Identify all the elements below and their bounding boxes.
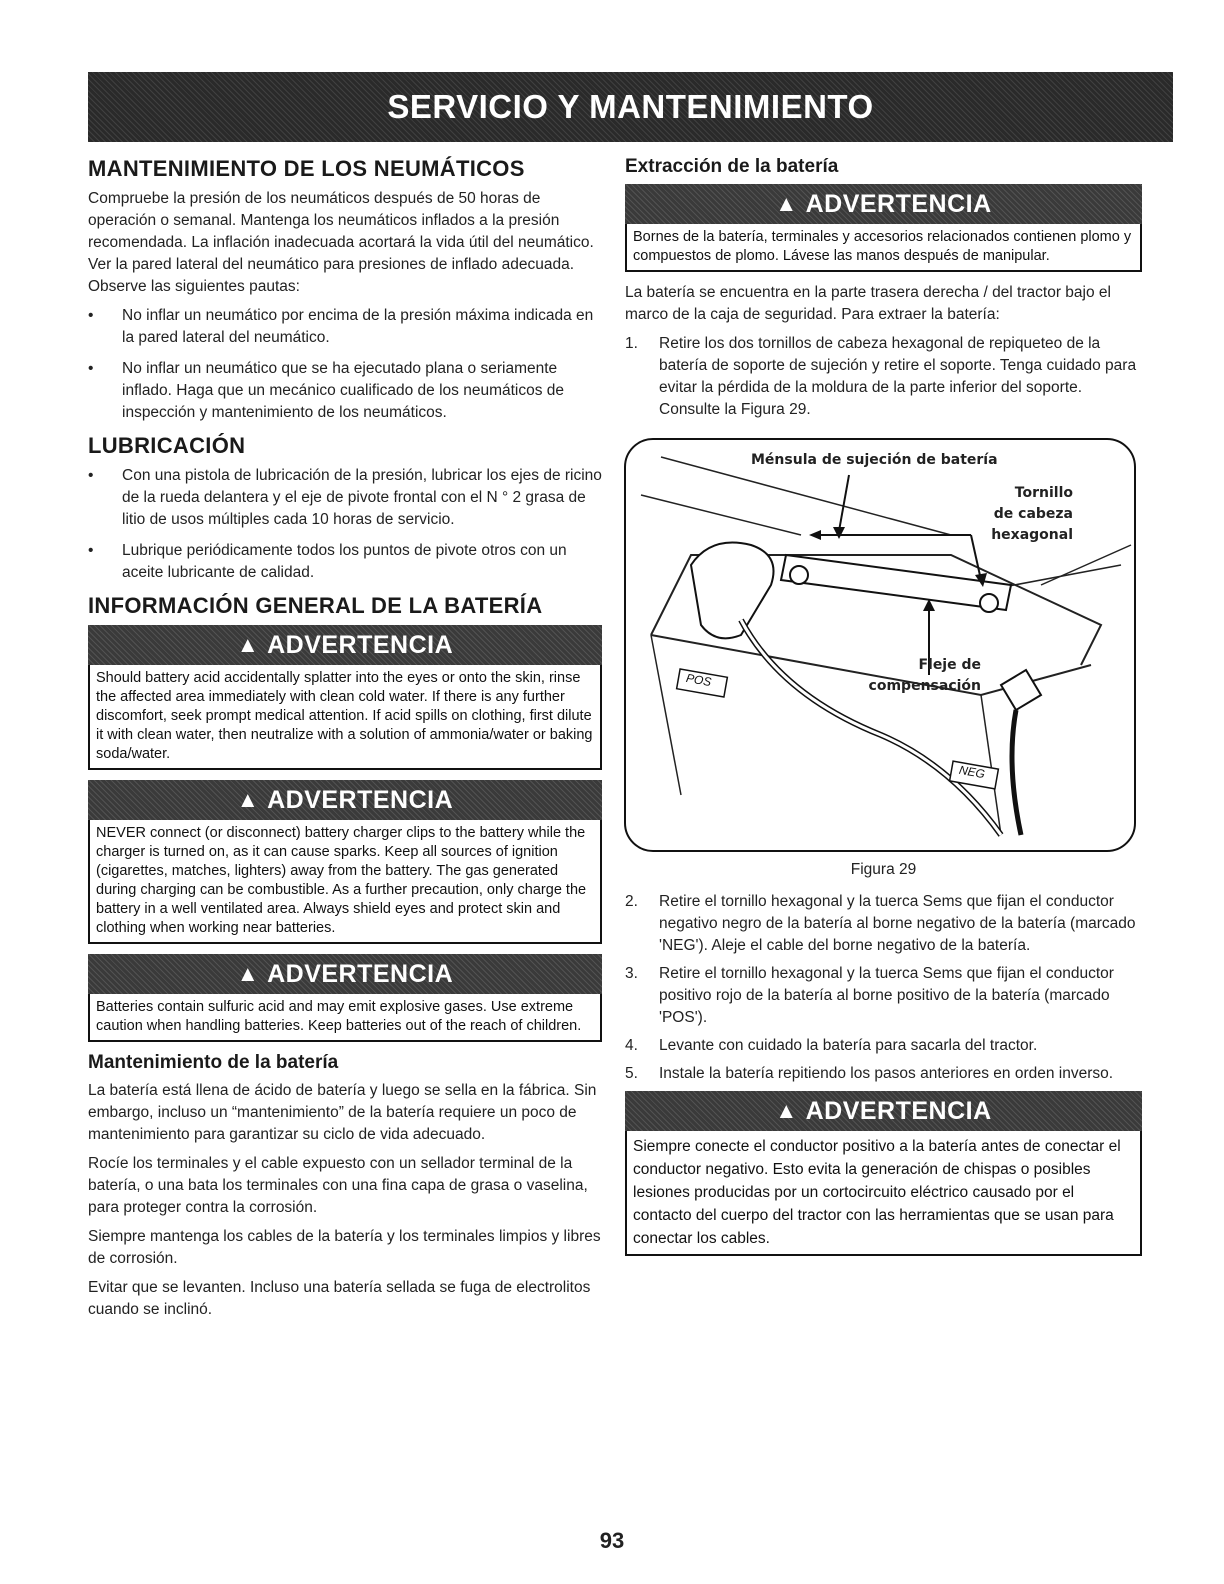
screw-label [961, 483, 1073, 546]
bullet-icon: • [88, 307, 94, 324]
list-item [625, 1035, 1142, 1057]
warning-label: ADVERTENCIA [267, 959, 454, 988]
screw-label-line: de cabeza [993, 506, 1073, 522]
warning-box-sulfuric [88, 954, 602, 1042]
page-title: SERVICIO Y MANTENIMIENTO [387, 88, 874, 125]
step-number: 1. [625, 335, 638, 352]
screw-label-line: Tornillo [1014, 485, 1073, 501]
bullet-text: No inflar un neumático por encima de la presión máxima indicada en la pared lateral del neumático. [122, 307, 594, 346]
warning-triangle-icon: ▲ [236, 961, 260, 986]
warning-label: ADVERTENCIA [805, 189, 992, 218]
warning-text: Should battery acid accidentally splatter into the eyes or onto the skin, rinse the affected area immediately with clean cold water. If there is any further discomfort, seek prompt medical attention. If acid spills on clothing, first dilute it with clean water, then neutralize with a solution of ammonia/water or baking soda/water. [88, 665, 602, 770]
warning-triangle-icon: ▲ [236, 787, 260, 812]
step-text: Instale la batería repitiendo los pasos anteriores en orden inverso. [659, 1065, 1114, 1082]
step-number: 2. [625, 893, 638, 910]
step-number: 5. [625, 1065, 638, 1082]
pos-terminal-mark: POS [684, 670, 713, 690]
list-item [88, 540, 602, 584]
step-text: Retire el tornillo hexagonal y la tuerca Sems que fijan el conductor positivo rojo de la batería al borne positivo de la batería (marcado 'POS'). [659, 965, 1114, 1026]
bullet-icon: • [88, 467, 94, 484]
maintenance-paragraph: Siempre mantenga los cables de la batería y los terminales limpios y libres de corrosión. [88, 1228, 601, 1267]
strap-label-line: compensación [868, 678, 981, 694]
strap-label [851, 655, 981, 697]
section-banner [88, 72, 1173, 142]
neg-terminal-mark: NEG [957, 762, 987, 782]
list-item [625, 333, 1142, 421]
warning-triangle-icon: ▲ [236, 632, 260, 657]
warning-text: Batteries contain sulfuric acid and may emit explosive gases. Use extreme caution when handling batteries. Keep batteries out of the reach of children. [88, 994, 602, 1042]
right-column [625, 150, 1142, 1266]
warning-triangle-icon: ▲ [775, 191, 798, 216]
bracket-label: Ménsula de sujeción de batería [751, 452, 998, 468]
list-item [88, 305, 602, 349]
warning-header [625, 184, 1142, 224]
warning-text: Siempre conecte el conductor positivo a la batería antes de conectar el conductor negativo. Esto evita la generación de chispas o posibles lesiones producidas por un cortocircuito eléctrico causado por el contacto del cuerpo del tractor con las herramientas que se usan para conectar los cables. [625, 1131, 1142, 1256]
warning-box-acid [88, 625, 602, 770]
figure-caption: Figura 29 [850, 861, 917, 878]
page-number: 93 [599, 1528, 625, 1553]
maintenance-paragraph: Rocíe los terminales y el cable expuesto con un sellador terminal de la batería, o una bata los terminales con una fina capa de grasa o vaselina, para proteger contra la corrosión. [88, 1155, 588, 1216]
list-item [625, 1063, 1142, 1085]
battery-info-heading: INFORMACIÓN GENERAL DE LA BATERÍA [88, 593, 543, 618]
lubrication-heading: LUBRICACIÓN [88, 433, 246, 458]
warning-box-connect-order [625, 1091, 1142, 1256]
step-text: Retire los dos tornillos de cabeza hexagonal de repiqueteo de la batería de soporte de sujeción y retire el soporte. Tenga cuidado para evitar la pérdida de la moldura de la parte inferior del soporte. Consulte la Figura 29. [659, 335, 1137, 418]
removal-steps-rest [625, 891, 1142, 1085]
warning-label: ADVERTENCIA [805, 1096, 992, 1125]
step-number: 3. [625, 965, 638, 982]
warning-text: NEVER connect (or disconnect) battery charger clips to the battery while the charger is turned on, as it can cause sparks. Keep all sources of ignition (cigarettes, matches, lighters) away from the battery. The gas generated during charging can be combustible. As a further precaution, only charge the battery in a well ventilated area. Always shield eyes and protect skin and clothing when working near batteries. [88, 820, 602, 944]
warning-header [88, 954, 602, 994]
warning-box-charger [88, 780, 602, 944]
removal-intro: La batería se encuentra en la parte trasera derecha / del tractor bajo el marco de la caja de seguridad. Para extraer la batería: [625, 284, 1111, 323]
screw-label-line: hexagonal [991, 527, 1073, 543]
bullet-icon: • [88, 360, 94, 377]
warning-header [625, 1091, 1142, 1131]
list-item [88, 358, 602, 424]
bullet-text: No inflar un neumático que se ha ejecutado plana o seriamente inflado. Haga que un mecánico cualificado de los neumáticos de inspección y mantenimiento de los neumáticos. [122, 360, 565, 421]
warning-text: Bornes de la batería, terminales y accesorios relacionados contienen plomo y compuestos de plomo. Lávese las manos después de manipular. [625, 224, 1142, 272]
step-text: Retire el tornillo hexagonal y la tuerca Sems que fijan el conductor negativo negro de la batería al borne negativo de la batería (marcado 'NEG'). Aleje el cable del borne negativo de la batería. [659, 893, 1136, 954]
warning-header [88, 780, 602, 820]
maintenance-paragraph: La batería está llena de ácido de batería y luego se sella en la fábrica. Sin embargo, incluso un “mantenimiento” de la batería requiere un poco de mantenimiento para garantizar su ciclo de vida adecuado. [88, 1082, 597, 1143]
warning-triangle-icon: ▲ [775, 1098, 798, 1123]
bullet-text: Con una pistola de lubricación de la presión, lubricar los ejes de ricino de la rueda delantera y el eje de pivote frontal con el N ° 2 grasa de litio de usos múltiples cada 10 horas de servicio. [122, 467, 602, 528]
step-text: Levante con cuidado la batería para sacarla del tractor. [659, 1037, 1038, 1054]
step-number: 4. [625, 1037, 638, 1054]
warning-label: ADVERTENCIA [267, 630, 454, 659]
figure-29 [621, 435, 1139, 855]
warning-box-lead [625, 184, 1142, 272]
battery-removal-heading: Extracción de la batería [625, 156, 839, 177]
list-item [625, 891, 1142, 957]
tires-heading: MANTENIMIENTO DE LOS NEUMÁTICOS [88, 156, 525, 181]
left-column [88, 150, 602, 1328]
lubrication-bullet-list [88, 465, 602, 584]
list-item [88, 465, 602, 531]
warning-label: ADVERTENCIA [267, 785, 454, 814]
tires-intro: Compruebe la presión de los neumáticos después de 50 horas de operación o semanal. Mantenga los neumáticos inflados a la presión recomendada. La inflación inadecuada acortará la vida útil del neumático. Ver la pared lateral del neumático para presiones de inflado adecuada. Observe las siguientes pautas: [88, 190, 594, 295]
bullet-text: Lubrique periódicamente todos los puntos de pivote otros con un aceite lubricante de calidad. [122, 542, 567, 581]
removal-steps-first [625, 333, 1142, 421]
list-item [625, 963, 1142, 1029]
maintenance-paragraph: Evitar que se levanten. Incluso una batería sellada se fuga de electrolitos cuando se inclinó. [88, 1279, 591, 1318]
bullet-icon: • [88, 542, 94, 559]
tires-bullet-list [88, 305, 602, 424]
warning-header [88, 625, 602, 665]
strap-label-line: Fleje de [918, 657, 981, 673]
battery-maintenance-heading: Mantenimiento de la batería [88, 1052, 339, 1073]
